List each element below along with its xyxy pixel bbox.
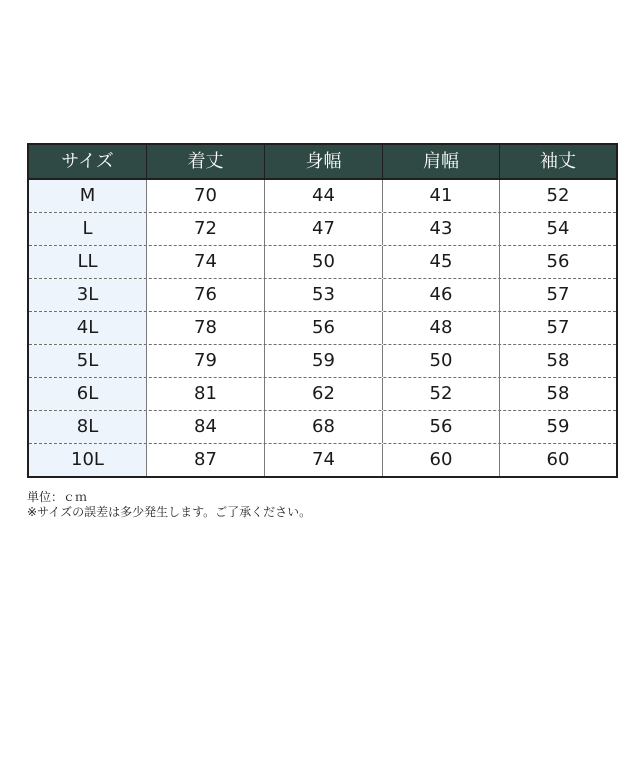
sleeve-cell: 59 <box>499 411 616 443</box>
size-cell: LL <box>29 246 146 278</box>
shoulder-cell: 46 <box>382 279 499 311</box>
width-cell: 68 <box>264 411 382 443</box>
table-row <box>29 180 616 213</box>
size-cell: M <box>29 180 146 212</box>
size-cell: L <box>29 213 146 245</box>
sleeve-cell: 56 <box>499 246 616 278</box>
width-cell: 74 <box>264 444 382 476</box>
shoulder-cell: 60 <box>382 444 499 476</box>
shoulder-cell: 52 <box>382 378 499 410</box>
sleeve-cell: 52 <box>499 180 616 212</box>
size-cell: 4L <box>29 312 146 344</box>
header-length: 着丈 <box>146 145 264 178</box>
length-cell: 74 <box>146 246 264 278</box>
width-cell: 47 <box>264 213 382 245</box>
shoulder-cell: 43 <box>382 213 499 245</box>
table-row <box>29 246 616 279</box>
table-row <box>29 378 616 411</box>
header-size: サイズ <box>61 150 114 172</box>
disclaimer-note: ※サイズの誤差は多少発生します。ご了承ください。 <box>27 505 312 519</box>
sleeve-cell: 54 <box>499 213 616 245</box>
table-row <box>29 279 616 312</box>
size-cell: 3L <box>29 279 146 311</box>
shoulder-cell: 48 <box>382 312 499 344</box>
length-cell: 79 <box>146 345 264 377</box>
length-cell: 78 <box>146 312 264 344</box>
sleeve-cell: 57 <box>499 312 616 344</box>
size-table <box>27 143 618 478</box>
table-row <box>29 411 616 444</box>
shoulder-cell: 45 <box>382 246 499 278</box>
header-sleeve: 袖丈 <box>499 145 616 178</box>
table-header-row <box>29 145 616 180</box>
table-row <box>29 444 616 476</box>
table-row <box>29 213 616 246</box>
sleeve-cell: 57 <box>499 279 616 311</box>
header-width: 身幅 <box>264 145 382 178</box>
unit-note: 単位：ｃｍ <box>27 490 88 504</box>
width-cell: 59 <box>264 345 382 377</box>
width-cell: 53 <box>264 279 382 311</box>
length-cell: 81 <box>146 378 264 410</box>
header-shoulder: 肩幅 <box>382 145 499 178</box>
notes <box>27 490 311 520</box>
sleeve-cell: 58 <box>499 345 616 377</box>
length-cell: 72 <box>146 213 264 245</box>
table-row <box>29 345 616 378</box>
size-cell: 5L <box>29 345 146 377</box>
length-cell: 84 <box>146 411 264 443</box>
shoulder-cell: 50 <box>382 345 499 377</box>
size-cell: 8L <box>29 411 146 443</box>
width-cell: 44 <box>264 180 382 212</box>
shoulder-cell: 41 <box>382 180 499 212</box>
length-cell: 87 <box>146 444 264 476</box>
length-cell: 76 <box>146 279 264 311</box>
shoulder-cell: 56 <box>382 411 499 443</box>
size-cell: 6L <box>29 378 146 410</box>
width-cell: 56 <box>264 312 382 344</box>
sleeve-cell: 58 <box>499 378 616 410</box>
table-row <box>29 312 616 345</box>
size-cell: 10L <box>29 444 146 476</box>
length-cell: 70 <box>146 180 264 212</box>
sleeve-cell: 60 <box>499 444 616 476</box>
width-cell: 62 <box>264 378 382 410</box>
width-cell: 50 <box>264 246 382 278</box>
